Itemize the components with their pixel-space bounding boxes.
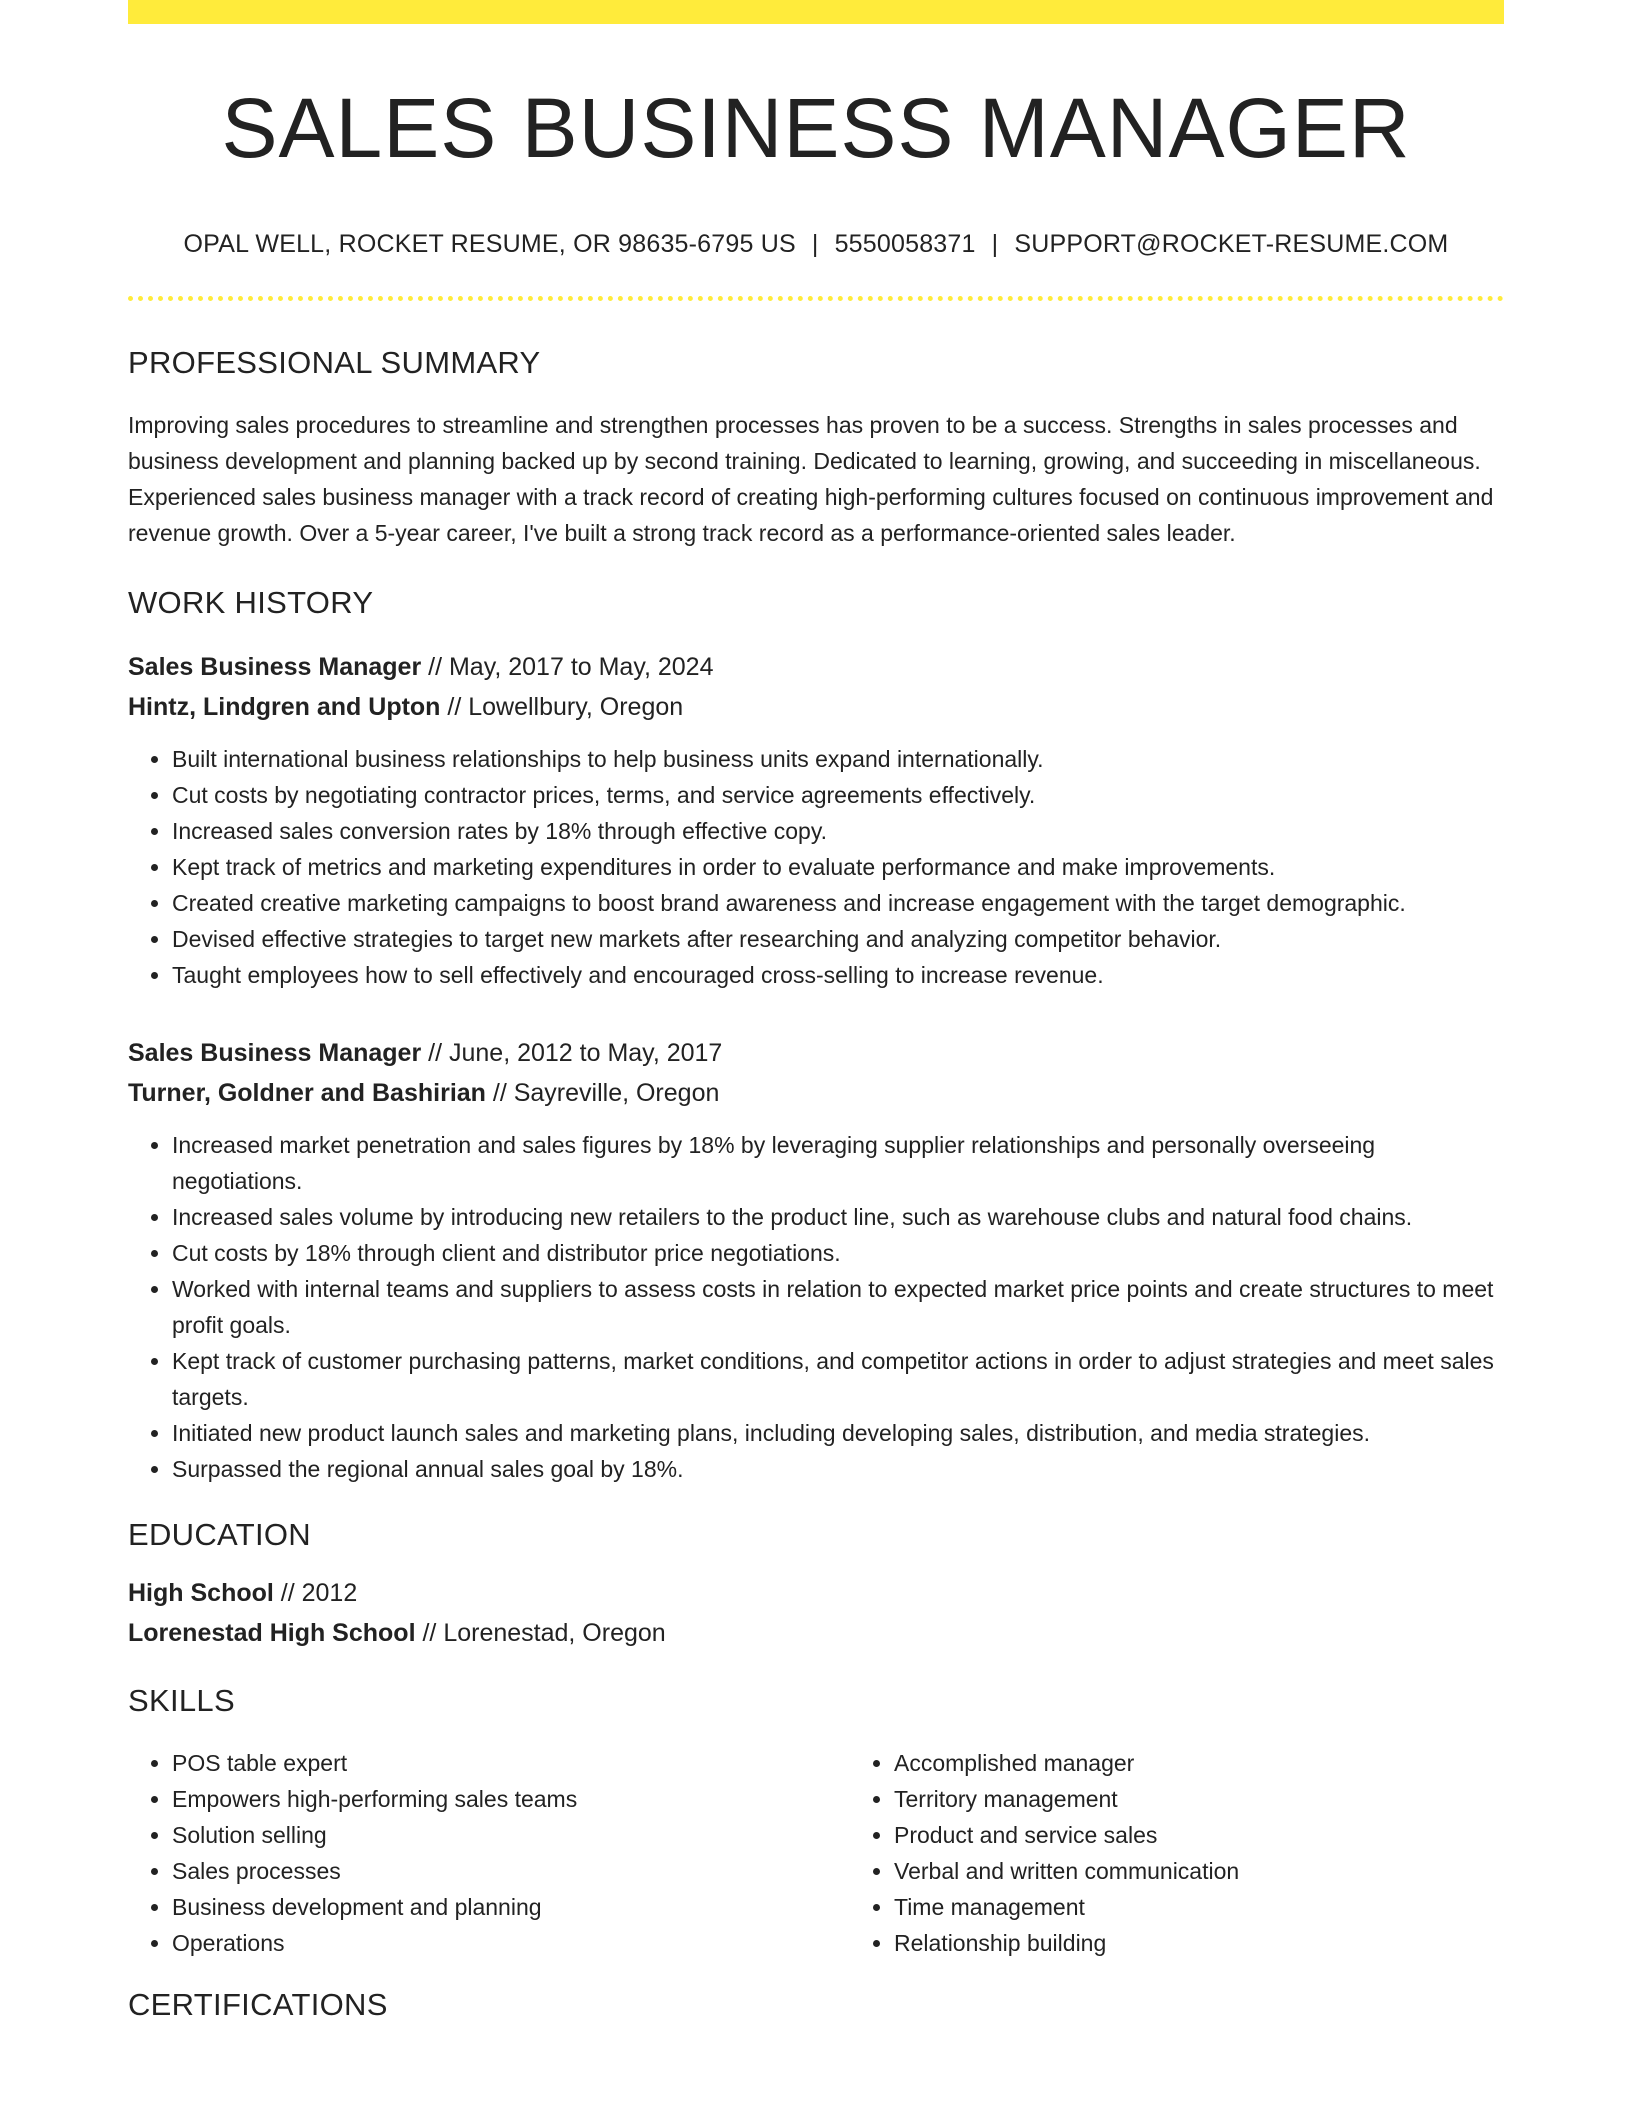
resume-page — [128, 0, 1504, 2023]
contact-separator: | — [991, 230, 999, 259]
job-company: Hintz, Lindgren and Upton — [128, 693, 441, 722]
contact-separator: | — [811, 230, 819, 259]
list-item: • Increased market penetration and sales figures by 18% by leveraging supplier relationships and personally overseeing negotiations. — [172, 1127, 1504, 1199]
skills-heading: SKILLS — [128, 1683, 235, 1719]
job-company: Turner, Goldner and Bashirian — [128, 1079, 486, 1108]
job-entry — [128, 647, 1504, 993]
list-item: • Accomplished manager — [894, 1745, 1572, 1781]
list-item: • Sales processes — [172, 1853, 850, 1889]
list-item: • Cut costs by negotiating contractor prices, terms, and service agreements effectively. — [172, 777, 1504, 813]
list-item: • Time management — [894, 1889, 1572, 1925]
list-item: • Increased sales conversion rates by 18% through effective copy. — [172, 813, 1504, 849]
job-title-line — [128, 1033, 1504, 1073]
summary-heading: PROFESSIONAL SUMMARY — [128, 345, 541, 381]
certifications-heading: CERTIFICATIONS — [128, 1987, 388, 2023]
list-item: • Product and service sales — [894, 1817, 1572, 1853]
job-bullets — [128, 1127, 1504, 1487]
job-role: Sales Business Manager — [128, 653, 422, 682]
work-history-heading: WORK HISTORY — [128, 585, 374, 621]
list-item: • Devised effective strategies to target new markets after researching and analyzing competitor behavior. — [172, 921, 1504, 957]
list-item: • Created creative marketing campaigns to boost brand awareness and increase engagement with the target demographic. — [172, 885, 1504, 921]
list-item: • Initiated new product launch sales and marketing plans, including developing sales, distribution, and media strategies. — [172, 1415, 1504, 1451]
header-divider — [128, 296, 1504, 301]
contact-email: SUPPORT@ROCKET-RESUME.COM — [1014, 230, 1449, 259]
summary-text: Improving sales procedures to streamline and strengthen processes has proven to be a success. Strengths in sales processes and business development and planning backed up by second training. Dedicated to learning, growing, and succeeding in miscellaneous. Experienced sales business manager with a track record of creating high-performing cultures focused on continuous improvement and revenue growth. Over a 5-year career, I've built a strong track record as a performance-oriented sales leader. — [128, 412, 1494, 547]
job-location: // Sayreville, Oregon — [485, 1079, 720, 1108]
job-company-line — [128, 687, 1504, 727]
list-item: • Increased sales volume by introducing new retailers to the product line, such as warehouse clubs and natural food chains. — [172, 1199, 1504, 1235]
list-item: • Cut costs by 18% through client and distributor price negotiations. — [172, 1235, 1504, 1271]
education-entry — [128, 1573, 1504, 1653]
list-item: • Territory management — [894, 1781, 1572, 1817]
list-item: • Verbal and written communication — [894, 1853, 1572, 1889]
list-item: • Taught employees how to sell effectively and encouraged cross-selling to increase revenue. — [172, 957, 1504, 993]
list-item: • Built international business relationships to help business units expand internationally. — [172, 741, 1504, 777]
skills-list-right — [850, 1745, 1572, 1961]
list-item: • Operations — [172, 1925, 850, 1961]
education-degree: High School — [128, 1579, 274, 1608]
job-entry — [128, 1033, 1504, 1487]
job-company-line — [128, 1073, 1504, 1113]
skills-list-left — [128, 1745, 850, 1961]
skills-columns — [128, 1731, 1504, 1961]
contact-line — [128, 230, 1504, 259]
job-dates: // June, 2012 to May, 2017 — [421, 1039, 723, 1068]
job-title-line — [128, 647, 1504, 687]
education-year: // 2012 — [273, 1579, 358, 1608]
contact-phone: 5550058371 — [834, 230, 976, 259]
education-school-line — [128, 1613, 1504, 1653]
education-location: // Lorenestad, Oregon — [415, 1619, 666, 1648]
list-item: • Relationship building — [894, 1925, 1572, 1961]
list-item: • Worked with internal teams and suppliers to assess costs in relation to expected market price points and create structures to meet profit goals. — [172, 1271, 1504, 1343]
education-school: Lorenestad High School — [128, 1619, 416, 1648]
list-item: • Empowers high-performing sales teams — [172, 1781, 850, 1817]
job-role: Sales Business Manager — [128, 1039, 422, 1068]
job-location: // Lowellbury, Oregon — [440, 693, 684, 722]
list-item: • Kept track of customer purchasing patterns, market conditions, and competitor actions in order to adjust strategies and meet sales targets. — [172, 1343, 1504, 1415]
education-heading: EDUCATION — [128, 1517, 311, 1553]
job-dates: // May, 2017 to May, 2024 — [421, 653, 714, 682]
resume-title: SALES BUSINESS MANAGER — [221, 81, 1411, 175]
education-degree-line — [128, 1573, 1504, 1613]
list-item: • Solution selling — [172, 1817, 850, 1853]
list-item: • POS table expert — [172, 1745, 850, 1781]
top-accent-bar — [128, 0, 1504, 24]
list-item: • Surpassed the regional annual sales goal by 18%. — [172, 1451, 1504, 1487]
list-item: • Kept track of metrics and marketing expenditures in order to evaluate performance and make improvements. — [172, 849, 1504, 885]
contact-address: OPAL WELL, ROCKET RESUME, OR 98635-6795 US — [183, 230, 796, 259]
list-item: • Business development and planning — [172, 1889, 850, 1925]
job-bullets — [128, 741, 1504, 993]
